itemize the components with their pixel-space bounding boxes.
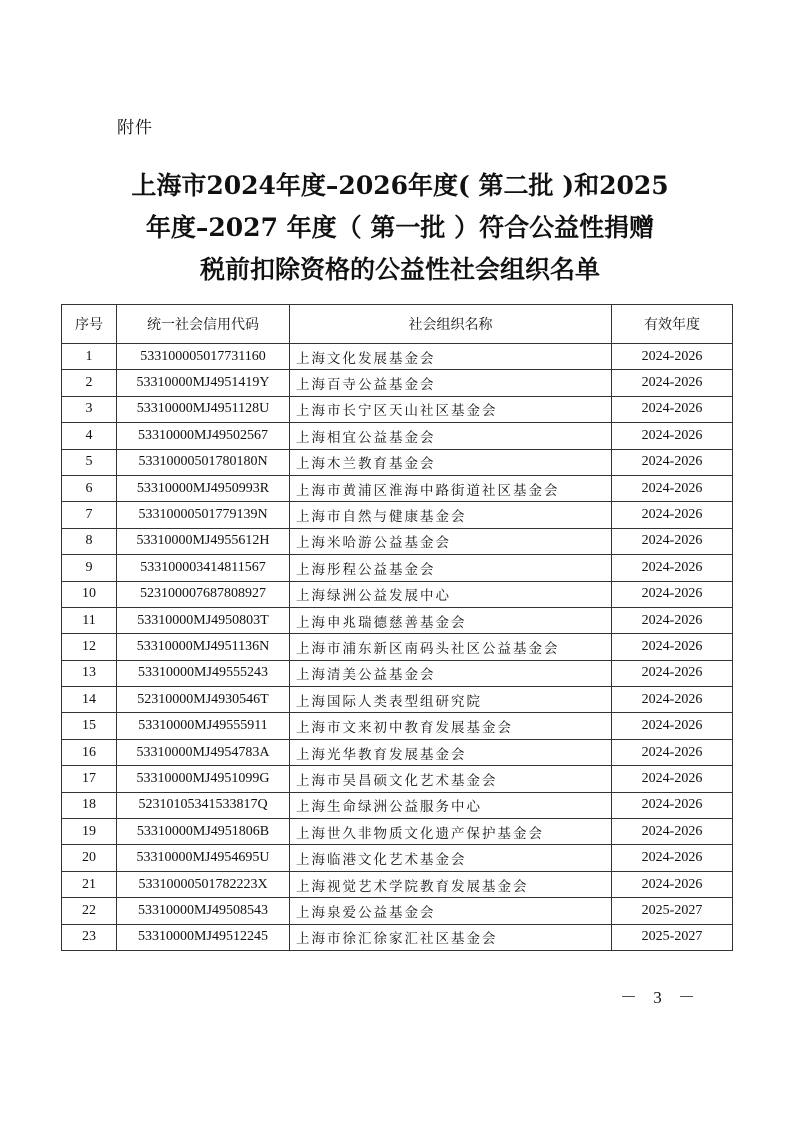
serial-no-cell: 6 [62,475,117,501]
table-body [62,344,733,951]
valid-years-cell: 2024-2026 [612,396,733,422]
valid-years-cell: 2024-2026 [612,449,733,475]
credit-code-cell: 523100007687808927 [117,581,290,607]
org-name-cell: 上海世久非物质文化遗产保护基金会 [290,819,612,845]
serial-no-cell: 18 [62,792,117,818]
credit-code-cell: 533100003414811567 [117,555,290,581]
org-name-cell: 上海相宜公益基金会 [290,423,612,449]
valid-years-cell: 2024-2026 [612,423,733,449]
credit-code-cell: 53310000MJ4950993R [117,475,290,501]
credit-code-cell: 53310000MJ4954783A [117,739,290,765]
credit-code-cell: 53310000MJ4951806B [117,819,290,845]
table-row [62,766,733,792]
header-serial-no: 序号 [62,305,117,344]
table-header-row [62,305,733,344]
credit-code-cell: 53310000MJ49508543 [117,898,290,924]
credit-code-cell: 53310000MJ4950803T [117,607,290,633]
title-line-1: 上海市2024年度–2026年度( 第二批 )和2025 [131,171,669,200]
serial-no-cell: 20 [62,845,117,871]
header-org-name: 社会组织名称 [290,305,612,344]
table-row [62,792,733,818]
document-title [100,165,700,291]
table-row [62,396,733,422]
table-row [62,344,733,370]
table-row [62,423,733,449]
valid-years-cell: 2024-2026 [612,713,733,739]
org-name-cell: 上海绿洲公益发展中心 [290,581,612,607]
org-name-cell: 上海市浦东新区南码头社区公益基金会 [290,634,612,660]
serial-no-cell: 7 [62,502,117,528]
table-row [62,898,733,924]
title-line-2: 年度–2027 年度（ 第一批 ）符合公益性捐赠 [145,213,655,242]
org-name-cell: 上海清美公益基金会 [290,660,612,686]
credit-code-cell: 52310105341533817Q [117,792,290,818]
table-row [62,528,733,554]
org-name-cell: 上海生命绿洲公益服务中心 [290,792,612,818]
org-name-cell: 上海市长宁区天山社区基金会 [290,396,612,422]
table-row [62,819,733,845]
credit-code-cell: 53310000MJ4951128U [117,396,290,422]
valid-years-cell: 2024-2026 [612,555,733,581]
serial-no-cell: 8 [62,528,117,554]
valid-years-cell: 2024-2026 [612,792,733,818]
credit-code-cell: 53310000501782223X [117,871,290,897]
table-row [62,555,733,581]
org-name-cell: 上海申兆瑞德慈善基金会 [290,607,612,633]
valid-years-cell: 2024-2026 [612,370,733,396]
valid-years-cell: 2024-2026 [612,634,733,660]
valid-years-cell: 2024-2026 [612,528,733,554]
org-name-cell: 上海市徐汇徐家汇社区基金会 [290,924,612,950]
table-row [62,581,733,607]
credit-code-cell: 533100005017731160 [117,344,290,370]
credit-code-cell: 53310000MJ4951419Y [117,370,290,396]
org-name-cell: 上海泉爱公益基金会 [290,898,612,924]
credit-code-cell: 53310000MJ49512245 [117,924,290,950]
serial-no-cell: 12 [62,634,117,660]
credit-code-cell: 53310000MJ4951099G [117,766,290,792]
org-name-cell: 上海临港文化艺术基金会 [290,845,612,871]
table-row [62,370,733,396]
credit-code-cell: 53310000501779139N [117,502,290,528]
credit-code-cell: 53310000MJ49555911 [117,713,290,739]
valid-years-cell: 2025-2027 [612,924,733,950]
org-name-cell: 上海市文来初中教育发展基金会 [290,713,612,739]
org-name-cell: 上海国际人类表型组研究院 [290,687,612,713]
valid-years-cell: 2024-2026 [612,581,733,607]
table-row [62,502,733,528]
table-row [62,713,733,739]
org-name-cell: 上海文化发展基金会 [290,344,612,370]
org-name-cell: 上海市黄浦区淮海中路街道社区基金会 [290,475,612,501]
credit-code-cell: 52310000MJ4930546T [117,687,290,713]
valid-years-cell: 2025-2027 [612,898,733,924]
table-row [62,607,733,633]
valid-years-cell: 2024-2026 [612,739,733,765]
page-number: － 3 － [620,988,701,1007]
valid-years-cell: 2024-2026 [612,475,733,501]
serial-no-cell: 1 [62,344,117,370]
org-name-cell: 上海百寺公益基金会 [290,370,612,396]
serial-no-cell: 3 [62,396,117,422]
valid-years-cell: 2024-2026 [612,766,733,792]
serial-no-cell: 13 [62,660,117,686]
credit-code-cell: 53310000MJ49555243 [117,660,290,686]
valid-years-cell: 2024-2026 [612,871,733,897]
header-valid-years: 有效年度 [612,305,733,344]
attachment-label: 附件 [117,118,153,138]
table-row [62,871,733,897]
table-row [62,924,733,950]
valid-years-cell: 2024-2026 [612,687,733,713]
valid-years-cell: 2024-2026 [612,819,733,845]
org-name-cell: 上海彤程公益基金会 [290,555,612,581]
valid-years-cell: 2024-2026 [612,607,733,633]
serial-no-cell: 4 [62,423,117,449]
serial-no-cell: 11 [62,607,117,633]
valid-years-cell: 2024-2026 [612,502,733,528]
header-credit-code: 统一社会信用代码 [117,305,290,344]
valid-years-cell: 2024-2026 [612,660,733,686]
credit-code-cell: 53310000501780180N [117,449,290,475]
table-row [62,687,733,713]
table-row [62,475,733,501]
table-row [62,449,733,475]
serial-no-cell: 23 [62,924,117,950]
org-name-cell: 上海市自然与健康基金会 [290,502,612,528]
serial-no-cell: 16 [62,739,117,765]
serial-no-cell: 17 [62,766,117,792]
serial-no-cell: 9 [62,555,117,581]
serial-no-cell: 10 [62,581,117,607]
organization-table [61,304,733,951]
org-name-cell: 上海视觉艺术学院教育发展基金会 [290,871,612,897]
serial-no-cell: 5 [62,449,117,475]
serial-no-cell: 21 [62,871,117,897]
credit-code-cell: 53310000MJ49502567 [117,423,290,449]
credit-code-cell: 53310000MJ4951136N [117,634,290,660]
serial-no-cell: 19 [62,819,117,845]
credit-code-cell: 53310000MJ4955612H [117,528,290,554]
credit-code-cell: 53310000MJ4954695U [117,845,290,871]
serial-no-cell: 2 [62,370,117,396]
org-name-cell: 上海光华教育发展基金会 [290,739,612,765]
serial-no-cell: 22 [62,898,117,924]
valid-years-cell: 2024-2026 [612,845,733,871]
org-name-cell: 上海米哈游公益基金会 [290,528,612,554]
org-name-cell: 上海木兰教育基金会 [290,449,612,475]
serial-no-cell: 14 [62,687,117,713]
table-row [62,845,733,871]
table-row [62,739,733,765]
valid-years-cell: 2024-2026 [612,344,733,370]
table-row [62,660,733,686]
serial-no-cell: 15 [62,713,117,739]
org-name-cell: 上海市吴昌硕文化艺术基金会 [290,766,612,792]
title-line-3: 税前扣除资格的公益性社会组织名单 [199,255,600,284]
table-row [62,634,733,660]
